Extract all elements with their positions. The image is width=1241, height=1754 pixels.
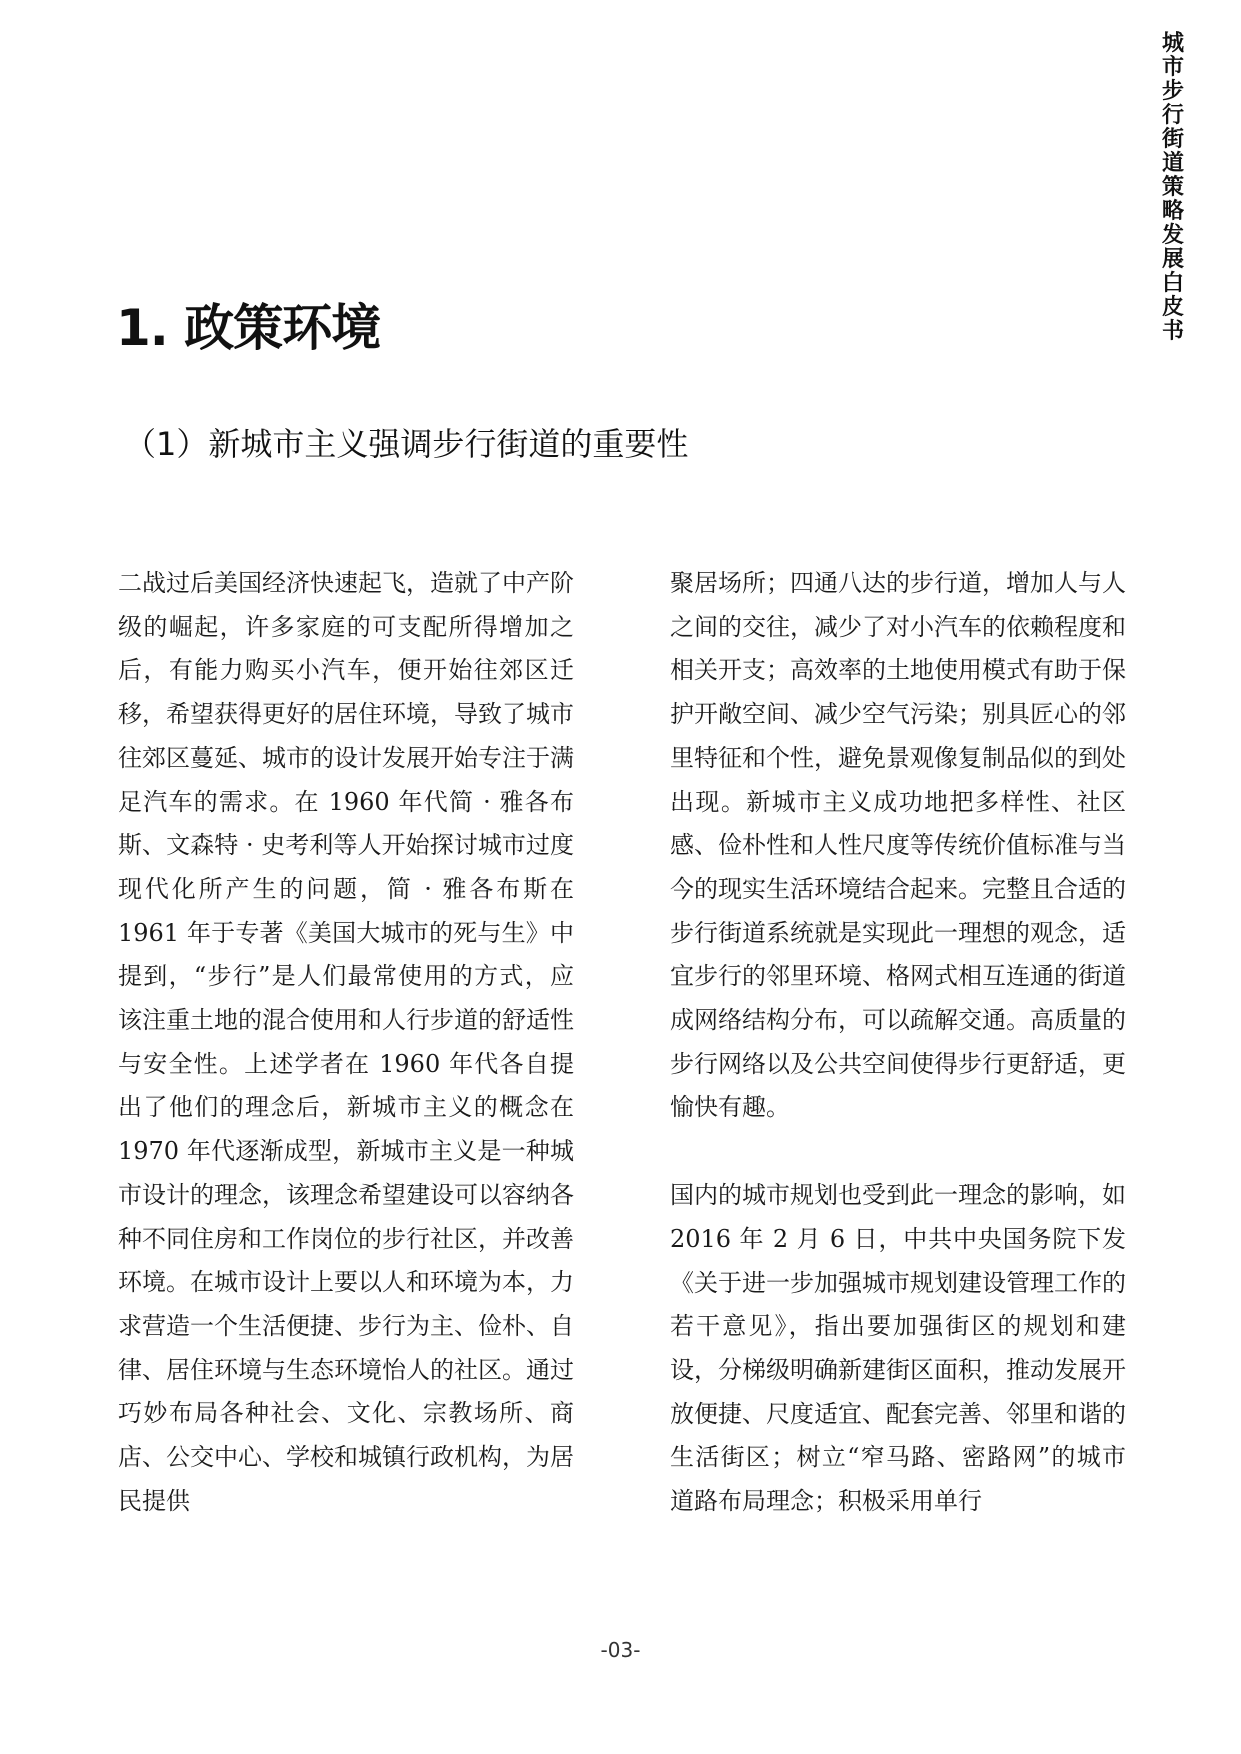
page-number: -03- — [600, 1638, 641, 1662]
sub-heading: （1）新城市主义强调步行街道的重要性 — [124, 425, 689, 463]
right-column — [670, 562, 1126, 1524]
paragraph-spacer — [670, 1130, 1126, 1174]
section-heading: 1. 政策环境 — [116, 299, 381, 357]
body-paragraph: 聚居场所；四通八达的步行道，增加人与人之间的交往，减少了对小汽车的依赖程度和相关开支；高效率的土地使用模式有助于保护开敞空间、减少空气污染；别具匠心的邻里特征和个性，避免景观像复制品似的到处出现。新城市主义成功地把多样性、社区感、俭朴性和人性尺度等传统价值标准与当今的现实生活环境结合起来。完整且合适的步行街道系统就是实现此一理想的观念，适宜步行的邻里环境、格网式相互连通的街道成网络结构分布，可以疏解交通。高质量的步行网络以及公共空间使得步行更舒适，更愉快有趣。 — [670, 569, 1126, 1122]
left-column — [118, 562, 574, 1523]
side-title: 城市步行街道策略发展白皮书 — [1161, 31, 1184, 344]
body-paragraph: 国内的城市规划也受到此一理念的影响，如 2016 年 2 月 6 日，中共中央国务院下发《关于进一步加强城市规划建设管理工作的若干意见》，指出要加强街区的规划和建设，分梯级明确新建街区面积，推动发展开放便捷、尺度适宜、配套完善、邻里和谐的生活街区；树立“窄马路、密路网”的城市道路布局理念；积极采用单行 — [670, 1181, 1126, 1516]
body-paragraph: 二战过后美国经济快速起飞，造就了中产阶级的崛起，许多家庭的可支配所得增加之后，有能力购买小汽车，便开始往郊区迁移，希望获得更好的居住环境，导致了城市往郊区蔓延、城市的设计发展开始专注于满足汽车的需求。在 1960 年代简 · 雅各布斯、文森特 · 史考利等人开始探讨城市过度现代化所产生的问题，简 · 雅各布斯在 1961 年于专著《美国大城市的死与生》中提到，“步行”是人们最常使用的方式，应该注重土地的混合使用和人行步道的舒适性与安全性。上述学者在 1960 年代各自提出了他们的理念后，新城市主义的概念在 1970 年代逐渐成型，新城市主义是一种城市设计的理念，该理念希望建设可以容纳各种不同住房和工作岗位的步行社区，并改善环境。在城市设计上要以人和环境为本，力求营造一个生活便捷、步行为主、俭朴、自律、居住环境与生态环境怡人的社区。通过巧妙布局各种社会、文化、宗教场所、商店、公交中心、学校和城镇行政机构，为居民提供 — [118, 569, 574, 1515]
